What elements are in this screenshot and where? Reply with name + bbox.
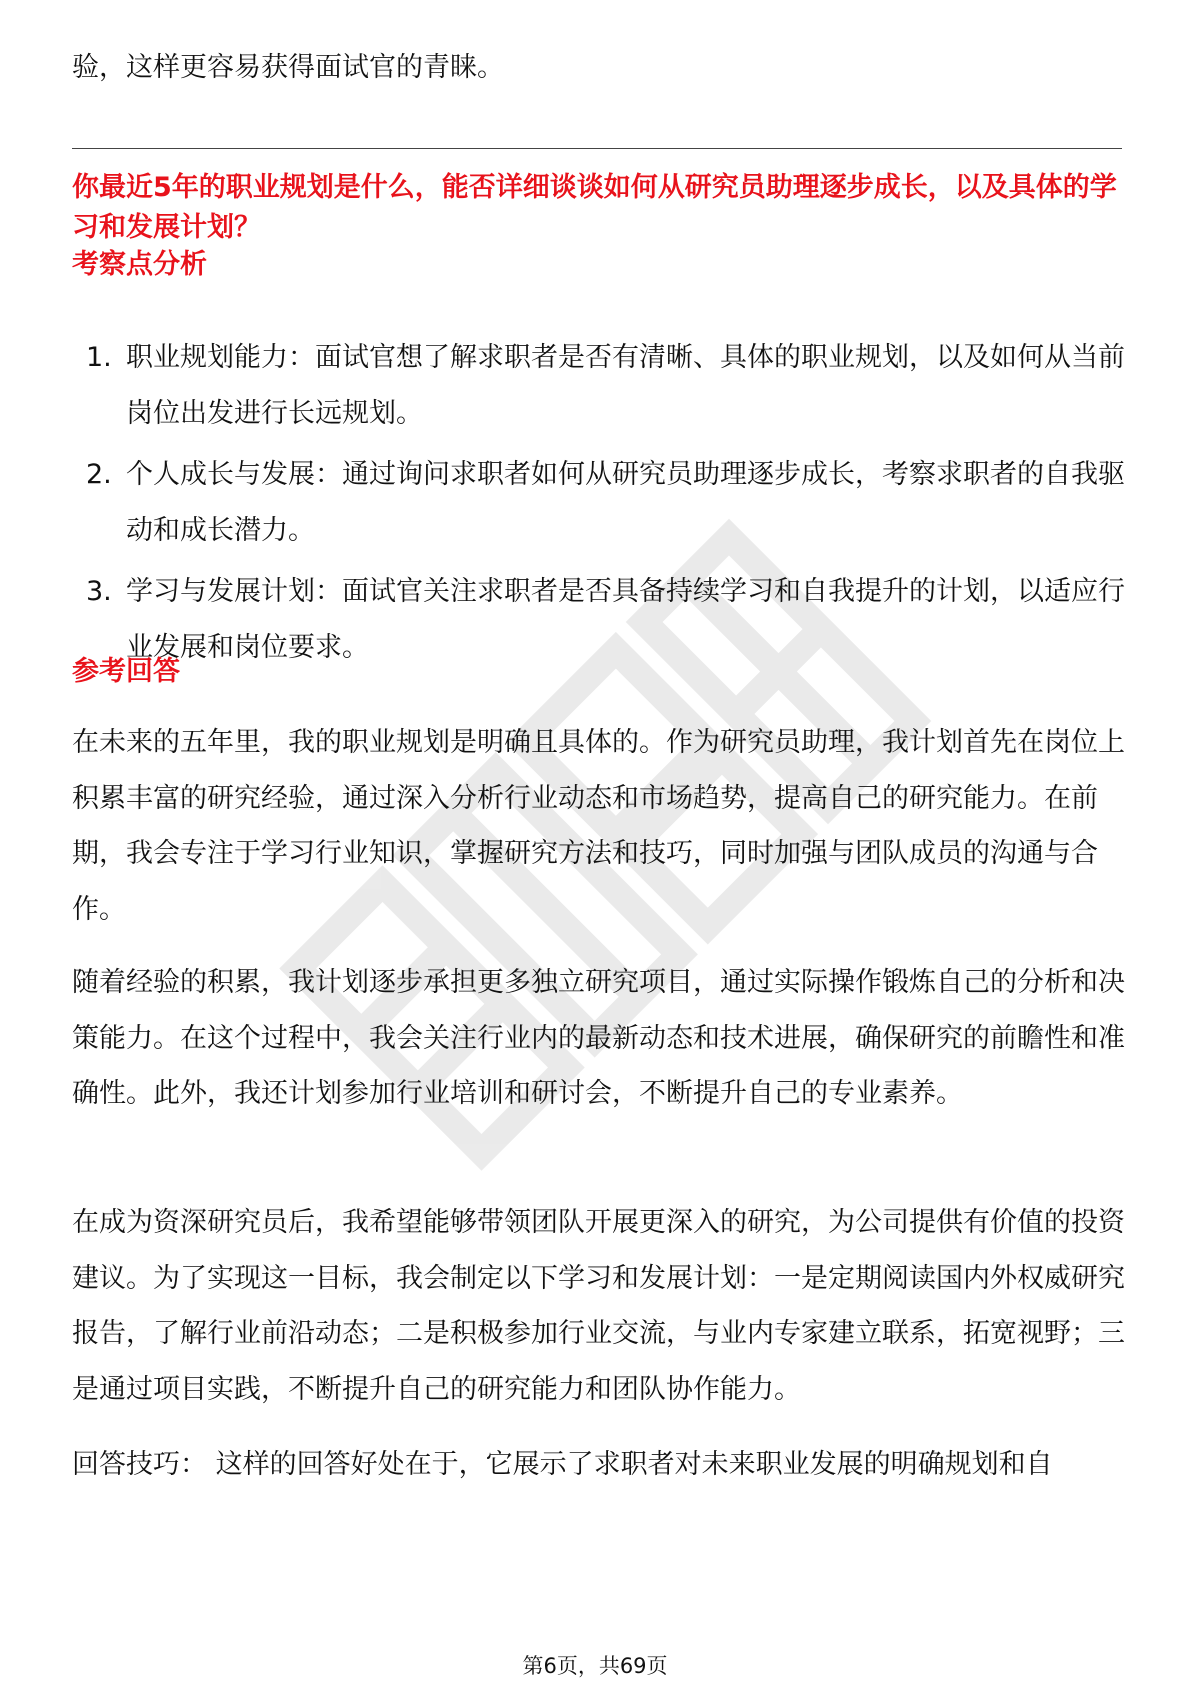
- analysis-heading: 考察点分析: [72, 249, 207, 280]
- list-item-text: 个人成长与发展：通过询问求职者如何从研究员助理逐步成长，考察求职者的自我驱动和成长潜力。: [126, 459, 1125, 546]
- list-item: [72, 564, 1132, 675]
- answer-paragraph: 在成为资深研究员后，我希望能够带领团队开展更深入的研究，为公司提供有价值的投资建议。为了实现这一目标，我会制定以下学习和发展计划：一是定期阅读国内外权威研究报告，了解行业前沿动态；二是积极参加行业交流，与业内专家建立联系，拓宽视野；三是通过项目实践，不断提升自己的研究能力和团队协作能力。: [72, 1207, 1125, 1405]
- question-title: 你最近5年的职业规划是什么，能否详细谈谈如何从研究员助理逐步成长，以及具体的学习和发展计划？: [72, 172, 1117, 243]
- analysis-list: [72, 330, 1132, 681]
- list-item-text: 职业规划能力：面试官想了解求职者是否有清晰、具体的职业规划，以及如何从当前岗位出发进行长远规划。: [126, 342, 1125, 429]
- list-item: [72, 330, 1132, 441]
- list-number: 2.: [86, 459, 112, 490]
- answer-tip: 回答技巧： 这样的回答好处在于，它展示了求职者对未来职业发展的明确规划和自: [72, 1449, 1053, 1480]
- section-divider: [72, 148, 1122, 149]
- list-item: [72, 447, 1132, 558]
- list-item-text: 学习与发展计划：面试官关注求职者是否具备持续学习和自我提升的计划，以适应行业发展和岗位要求。: [126, 576, 1125, 663]
- list-number: 3.: [86, 576, 112, 607]
- answer-paragraph: 在未来的五年里，我的职业规划是明确且具体的。作为研究员助理，我计划首先在岗位上积累丰富的研究经验，通过深入分析行业动态和市场趋势，提高自己的研究能力。在前期，我会专注于学习行业知识，掌握研究方法和技巧，同时加强与团队成员的沟通与合作。: [72, 727, 1125, 925]
- continuation-text: 验，这样更容易获得面试官的青睐。: [72, 52, 504, 83]
- page-number: 第6页，共69页: [522, 1654, 668, 1678]
- answer-heading: 参考回答: [72, 656, 180, 687]
- list-number: 1.: [86, 342, 112, 373]
- answer-paragraph: 随着经验的积累，我计划逐步承担更多独立研究项目，通过实际操作锻炼自己的分析和决策能力。在这个过程中，我会关注行业内的最新动态和技术进展，确保研究的前瞻性和准确性。此外，我还计划参加行业培训和研讨会，不断提升自己的专业素养。: [72, 967, 1125, 1109]
